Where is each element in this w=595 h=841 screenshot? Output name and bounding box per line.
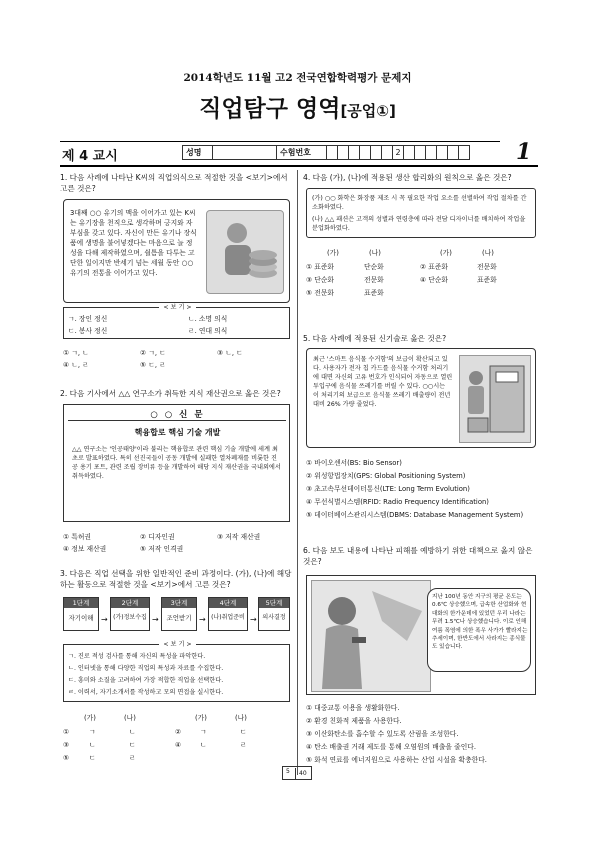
step-stage: 2단계 — [111, 598, 149, 608]
exam-no-cell[interactable] — [349, 146, 360, 160]
exam-no-fixed-digit: 2 — [393, 146, 404, 160]
step-box — [161, 597, 197, 631]
name-examno-table — [182, 145, 470, 160]
header-rule-bottom — [60, 165, 538, 167]
q3-choice-header: (나) — [235, 714, 247, 722]
q5-choice[interactable]: ④ 무선식별시스템(RFID: Radio Frequency Identification) — [306, 498, 489, 506]
q4-passage-box — [306, 188, 536, 238]
q3-bogi-item: ㄱ. 진로 적성 검사를 통해 자신의 특성을 파악한다. — [68, 653, 206, 660]
name-label: 성명 — [183, 146, 213, 160]
q2-news-box — [63, 404, 290, 522]
q3-bogi-title — [64, 640, 291, 649]
q5-choice[interactable]: ① 바이오센서(BS: Bio Sensor) — [306, 459, 402, 467]
q4-choice-val: 표준화 — [364, 289, 384, 297]
q4-choice-val: 표준화 — [477, 276, 497, 284]
step-box — [63, 597, 99, 631]
q4-choice-header: (나) — [482, 249, 494, 257]
step-arrow-icon: → — [250, 615, 257, 624]
step-stage: 3단계 — [162, 598, 196, 608]
step-activity: (가)정보수집 — [113, 614, 147, 621]
q1-question: 1. 다음 사례에 나타난 K씨의 직업의식으로 적절한 것을 <보기>에서 고른 것은? — [60, 173, 288, 193]
q3-choice-val: ㄱ — [89, 728, 96, 736]
reporter-illustration — [312, 581, 430, 691]
step-stage: 5단계 — [259, 598, 289, 608]
exam-title: 2014학년도 11월 고2 전국연합학력평가 문제지 — [183, 72, 412, 84]
q4-passage-item: (가) ○○ 화학은 화장품 제조 시 꼭 필요한 작업 요소를 선별하여 작업 절차를 간소화하였다. — [312, 195, 527, 211]
q6-news-box — [306, 575, 536, 695]
q4-choice[interactable]: ① 표준화 — [306, 263, 334, 271]
q2-question: 2. 다음 기사에서 △△ 연구소가 취득한 지식 재산권으로 옳은 것은? — [60, 389, 281, 398]
step-activity: 조언받기 — [166, 614, 192, 622]
q2-choice[interactable]: ② 디자인권 — [140, 533, 175, 541]
exam-no-cell[interactable] — [360, 146, 371, 160]
q3-bogi-item: ㄷ. 흥미와 소질을 고려하여 가장 적합한 직업을 선택한다. — [68, 677, 224, 684]
footer-divider — [295, 768, 296, 779]
q3-choice-num[interactable]: ① — [63, 728, 70, 736]
q1-bogi-item: ㄹ. 연대 의식 — [188, 327, 228, 335]
q6-choice[interactable]: ② 환경 친화적 제품을 사용한다. — [306, 717, 402, 725]
q3-choice-header: (나) — [124, 714, 136, 722]
q5-choice[interactable]: ② 위성항법장치(GPS: Global Positioning System) — [306, 472, 466, 480]
q4-choice-val: 전문화 — [477, 263, 497, 271]
q1-choice[interactable]: ④ ㄴ, ㄹ — [63, 361, 89, 369]
q4-choice[interactable]: ④ 단순화 — [420, 276, 448, 284]
q1-bogi-box — [63, 304, 290, 339]
q3-choice-num[interactable]: ③ — [63, 741, 70, 749]
q6-speech-bubble — [427, 588, 531, 672]
q4-choice-header: (나) — [369, 249, 381, 257]
q1-choice[interactable]: ⑤ ㄷ, ㄹ — [140, 361, 166, 369]
step-arrow-icon: → — [199, 615, 206, 624]
craftsman-illustration — [207, 211, 283, 293]
q5-passage: 최근 '스마트 음식물 수거함'의 보급이 확산되고 있다. 사용자가 전자 칩 카드를 음식물 수거함 처리기에 대면 자신의 고유 번호가 인식되어 자동으로 열린 투입구에 음식물 쓰레기를 버릴 수 있다. ○○시는 이 처리기의 보급으로 음식물 쓰레기 배출량이 전년 대비 26% 가량 줄었다. — [313, 356, 453, 408]
q1-choice[interactable]: ① ㄱ, ㄴ — [63, 349, 89, 357]
step-box — [110, 597, 150, 631]
q4-choice-header: (가) — [440, 249, 452, 257]
step-box — [208, 597, 248, 631]
q5-choice[interactable]: ③ 초고속무선데이터통신(LTE: Long Term Evolution) — [306, 485, 470, 493]
exam-no-cell[interactable] — [448, 146, 459, 160]
q1-choice[interactable]: ② ㄱ, ㄷ — [140, 349, 166, 357]
bogi-title-text: < 보 기 > — [159, 641, 195, 648]
q6-choice[interactable]: ③ 이산화탄소를 흡수할 수 있도록 산림을 조성한다. — [306, 730, 459, 738]
q3-choice-val: ㄷ — [129, 741, 136, 749]
q3-choice-val: ㄴ — [89, 741, 96, 749]
q1-bogi-item: ㄴ. 소명 의식 — [188, 315, 228, 323]
subject-title — [0, 90, 595, 123]
exam-no-cell[interactable] — [371, 146, 382, 160]
exam-no-cell[interactable] — [327, 146, 338, 160]
period-label: 제 4 교시 — [62, 149, 118, 164]
q1-passage: 3대째 ○○ 유기의 맥을 이어가고 있는 K씨는 유기장을 천직으로 생각하며 긍지와 자부심을 갖고 있다. 자신이 만든 유기나 장식품에 생명을 불어넣겠다는 마음으로 늘 정성을 다해 제작하였으며, 쉴틈을 다투는 고단한 일이지만 반세기 넘는 세월 동안 ○○ 유기의 전통을 이어가고 있다. — [70, 209, 197, 277]
q3-choice-val: ㄷ — [89, 754, 96, 762]
q4-choice-val: 단순화 — [364, 263, 384, 271]
q4-choice[interactable]: ⑤ 전문화 — [306, 289, 334, 297]
exam-no-cell[interactable] — [459, 146, 470, 160]
q4-choice-header: (가) — [327, 249, 339, 257]
q1-bogi-item: ㄱ. 장인 정신 — [68, 315, 108, 323]
q2-news-header: ○ ○ 신 문 — [150, 410, 205, 420]
q2-choice[interactable]: ① 특허권 — [63, 533, 91, 541]
q6-reporter-image — [311, 580, 431, 692]
step-box — [258, 597, 290, 631]
q3-steps — [63, 597, 290, 641]
footer-total: 40 — [299, 770, 307, 777]
q6-choice[interactable]: ④ 탄소 배출권 거래 제도를 통해 오염원의 배출을 줄인다. — [306, 743, 476, 751]
q6-choice[interactable]: ⑤ 화석 연료를 에너지원으로 사용하는 산업 시설을 확충한다. — [306, 756, 487, 764]
exam-no-cell[interactable] — [382, 146, 393, 160]
step-stage: 4단계 — [209, 598, 247, 608]
q3-choice-val: ㄹ — [240, 741, 247, 749]
q3-choice-val: ㄹ — [129, 754, 136, 762]
exam-no-cell[interactable] — [426, 146, 437, 160]
q3-choice-val: ㄷ — [240, 728, 247, 736]
q1-bogi-item: ㄷ. 봉사 정신 — [68, 327, 108, 335]
q4-choice-val: 전문화 — [364, 276, 384, 284]
step-stage: 1단계 — [64, 598, 98, 608]
q3-choice-val: ㄴ — [129, 728, 136, 736]
q6-bubble-text: 지난 100년 동안 지구의 평균 온도는 0.6℃ 상승했으며, 급속한 산업화와 현대화의 한가운데에 있었던 우리 나라는 무려 1.5℃나 상승했습니다. 이로 인해 여름 폭염에 의한 폭우 사가가 빨라지는 추세이며, 한반도에서 사라지는 종식물도 있습니다. — [432, 594, 528, 651]
q3-bogi-item: ㄹ. 이력서, 자기소개서를 작성하고 모의 면접을 실시한다. — [68, 689, 224, 696]
footer-page: 5 — [286, 768, 290, 775]
q3-bogi-box — [63, 641, 290, 702]
step-activity: (나)취업준비 — [211, 614, 245, 621]
page-footer — [282, 766, 312, 780]
q1-bogi-title — [64, 303, 291, 312]
q3-choice-num[interactable]: ④ — [175, 741, 182, 749]
q3-choice-header: (가) — [84, 714, 96, 722]
q3-choice-num[interactable]: ② — [175, 728, 182, 736]
q1-craftsman-image — [206, 210, 284, 294]
q1-choice[interactable]: ③ ㄴ, ㄷ — [217, 349, 243, 357]
exam-no-cell[interactable] — [404, 146, 415, 160]
bogi-title-text: < 보 기 > — [159, 304, 195, 311]
q5-question: 5. 다음 사례에 적용된 신기술로 옳은 것은? — [303, 334, 447, 343]
q6-question: 6. 다음 보도 내용에 나타난 피해를 예방하기 위한 대책으로 옳지 않은 것은? — [303, 546, 533, 566]
q2-choice[interactable]: ③ 저작 재산권 — [217, 533, 261, 541]
subject-main: 직업탐구 영역 — [199, 96, 341, 122]
q3-bogi-item: ㄴ. 인터넷을 통해 다양한 직업의 특성과 자료를 수집한다. — [68, 665, 224, 672]
q5-choice[interactable]: ⑤ 데이터베이스관리시스템(DBMS: Database Management System) — [306, 511, 524, 519]
q2-news-body: △△ 연구소는 '인공태양'이라 불리는 핵융합로 관련 핵심 기술 개발에 세계 최초로 발표하였다. 특히 선진국들이 공동 개발에 실패한 열차폐재를 비롯한 진공 용기 포트, 관련 조립 장비류 등을 개발하여 해당 지식 재산권을 국내외에서 취득하였다. — [72, 446, 281, 480]
exam-no-label: 수험번호 — [277, 146, 327, 160]
smart-bin-illustration — [460, 356, 530, 442]
exam-no-cell[interactable] — [415, 146, 426, 160]
step-activity: 자기이해 — [68, 614, 94, 622]
q2-choice[interactable]: ⑤ 저작 인격권 — [140, 545, 184, 553]
q5-smart-bin-image — [459, 355, 531, 443]
page-number: 1 — [516, 139, 532, 165]
q3-question: 3. 다음은 직업 선택을 위한 일반적인 준비 과정이다. (가), (나)에 해당하는 활동으로 적절한 것을 <보기>에서 고른 것은? — [60, 569, 292, 589]
q1-passage-box — [63, 199, 290, 303]
q3-choice-header: (가) — [195, 714, 207, 722]
q4-choice[interactable]: ② 표준화 — [420, 263, 448, 271]
step-arrow-icon: → — [152, 615, 159, 624]
exam-no-cell[interactable] — [338, 146, 349, 160]
q6-choice[interactable]: ① 대중교통 이용을 생활화한다. — [306, 704, 400, 712]
q4-choice[interactable]: ③ 단순화 — [306, 276, 334, 284]
q2-choice[interactable]: ④ 정보 재산권 — [63, 545, 107, 553]
step-activity: 의사결정 — [262, 614, 286, 621]
q4-question: 4. 다음 (가), (나)에 적용된 생산 합리화의 원칙으로 옳은 것은? — [303, 173, 512, 182]
q3-choice-num[interactable]: ⑤ — [63, 754, 70, 762]
q4-passage-item: (나) △△ 패션은 고객의 성별과 연령층에 따라 전담 디자이너를 배치하여 작업을 분업화하였다. — [312, 216, 526, 232]
q3-choice-val: ㄴ — [200, 741, 207, 749]
q5-passage-box — [306, 348, 536, 448]
column-divider — [297, 170, 298, 775]
step-arrow-icon: → — [101, 615, 108, 624]
exam-no-cell[interactable] — [437, 146, 448, 160]
header-rule-top — [60, 141, 500, 142]
q3-choice-val: ㄱ — [200, 728, 207, 736]
q2-news-title: 핵융합로 핵심 기술 개발 — [134, 428, 221, 437]
subject-sub: [공업①] — [340, 102, 396, 120]
q2-news-rule — [68, 420, 286, 421]
name-field[interactable] — [213, 146, 277, 160]
